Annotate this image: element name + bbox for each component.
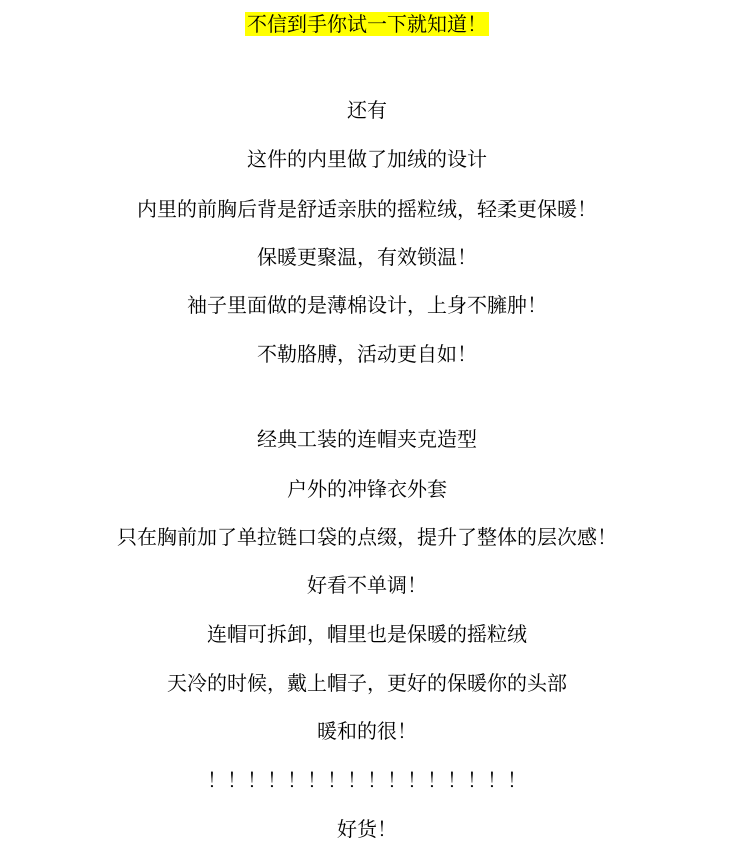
text-line: 不勒胳膊，活动更自如！ bbox=[257, 342, 477, 366]
text-line: 这件的内里做了加绒的设计 bbox=[247, 147, 487, 171]
text-line: 内里的前胸后背是舒适亲肤的摇粒绒，轻柔更保暖！ bbox=[137, 197, 597, 221]
text-line: 经典工装的连帽夹克造型 bbox=[257, 427, 477, 451]
headline-highlighted: 不信到手你试一下就知道！ bbox=[247, 12, 487, 36]
text-line: 连帽可拆卸，帽里也是保暖的摇粒绒 bbox=[207, 622, 527, 646]
text-line: 暖和的很！ bbox=[317, 719, 417, 743]
text-line: 天冷的时候，戴上帽子，更好的保暖你的头部 bbox=[167, 671, 567, 695]
text-line: 好看不单调！ bbox=[307, 573, 427, 597]
text-line: 保暖更聚温，有效锁温！ bbox=[257, 245, 477, 269]
exclamation-line: ！！！！！！！！！！！！！！！！ bbox=[207, 768, 527, 792]
text-line: 户外的冲锋衣外套 bbox=[287, 477, 447, 501]
text-line: 还有 bbox=[347, 98, 387, 122]
headline-line bbox=[0, 11, 734, 37]
text-line: 好货！ bbox=[337, 817, 397, 841]
text-line: 只在胸前加了单拉链口袋的点缀，提升了整体的层次感！ bbox=[117, 525, 617, 549]
text-line: 袖子里面做的是薄棉设计，上身不臃肿！ bbox=[187, 293, 547, 317]
